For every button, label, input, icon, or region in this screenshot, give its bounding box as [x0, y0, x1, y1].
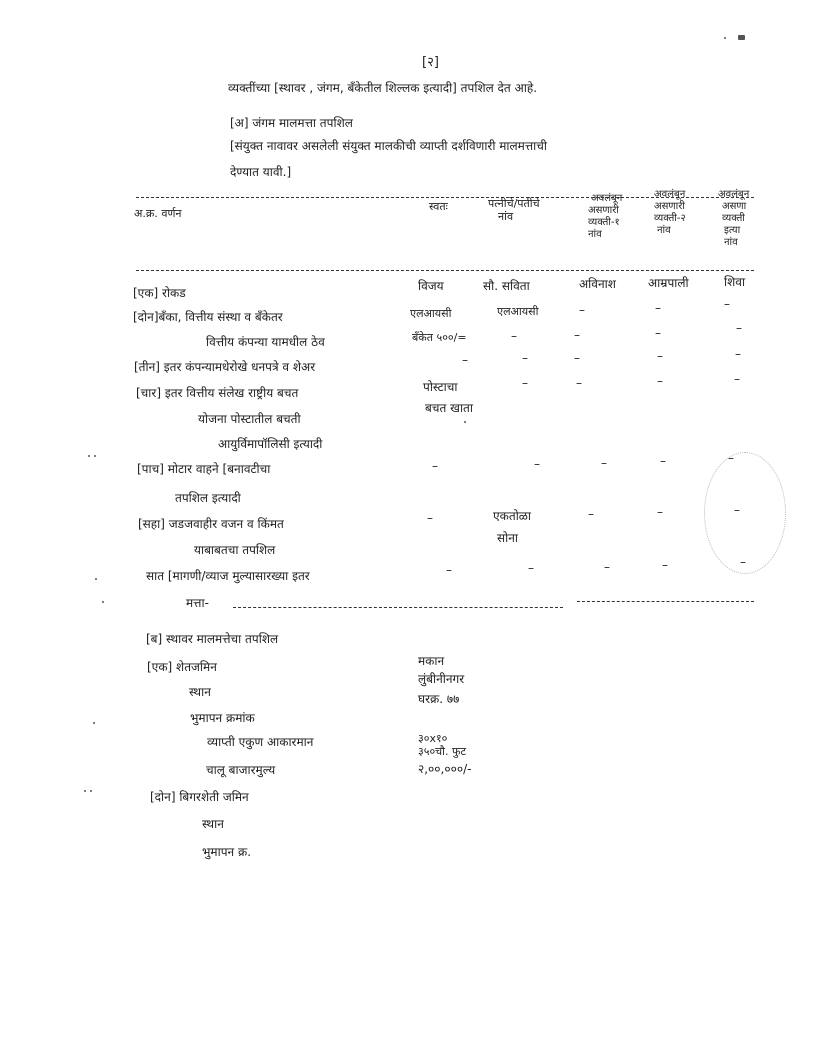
table-bottom-rule-left — [233, 607, 563, 608]
row-vehicles-self: – — [432, 459, 438, 473]
table-bottom-rule-right — [577, 601, 754, 602]
header-dep3-5: नांव — [724, 237, 738, 248]
property-type: मकान — [418, 654, 445, 668]
row-jewellery-label-1: [सहा] जडजवाहीर वजन व किंमत — [138, 517, 284, 531]
name-dep2: आम्रपाली — [648, 276, 689, 290]
header-self: स्वतः — [429, 200, 448, 213]
row-bank-dep3-b: – — [736, 321, 742, 335]
row-bank-label-2: वित्तीय कंपन्या यामधील ठेव — [206, 335, 325, 349]
intro-line-2: [अ] जंगम मालमत्ता तपशिल — [230, 116, 353, 130]
row-bank-dep3: – — [724, 297, 730, 311]
row-bank-dep2-b: – — [655, 326, 661, 340]
row-savings-label-1: [चार] इतर वित्तीय संलेख राष्ट्रीय बचत — [136, 386, 299, 400]
immovable-market-value: चालू बाजारमुल्य — [206, 763, 276, 777]
immovable-heading: [ब] स्थावर मालमत्तेचा तपशिल — [146, 632, 279, 646]
row-bank-self: एलआयसी — [410, 307, 452, 320]
row-jewellery-spouse-2: सोना — [497, 531, 518, 545]
header-dep1-1: अवलंबून — [591, 193, 623, 204]
row-bank-dep2: – — [655, 301, 661, 315]
row-shares-spouse: – — [522, 351, 528, 365]
header-dep1-4: नांव — [588, 229, 602, 240]
header-dep3-3: व्यक्ती — [722, 213, 745, 224]
immovable-location-2: स्थान — [202, 817, 224, 831]
row-savings-self-2: बचत खाता — [425, 401, 473, 415]
property-place: लुंबीनीनगर — [418, 672, 465, 686]
row-vehicles-label-2: तपशिल इत्यादी — [175, 491, 241, 505]
row-savings-spouse: – — [522, 376, 528, 390]
corner-mark — [724, 37, 726, 39]
row-savings-dep2: – — [657, 374, 663, 388]
row-vehicles-dep3: – — [728, 451, 734, 465]
row-shares-dep2: – — [657, 349, 663, 363]
header-dep2-1: अवलंबून — [654, 189, 686, 200]
intro-line-1: व्यक्तींच्या [स्थावर , जंगम, बँकेतील शिल्लक इत्यादी] तपशिल देत आहे. — [228, 81, 538, 95]
name-dep1: अविनाश — [579, 277, 616, 291]
row-jewellery-dep3: – — [734, 503, 740, 517]
margin-speck — [84, 790, 86, 792]
intro-line-4: देण्यात यावी.] — [230, 165, 292, 179]
immovable-location: स्थान — [189, 685, 211, 699]
header-dep1-2: असणारी — [588, 205, 619, 216]
row-savings-dep1: – — [576, 376, 582, 390]
row-cash-label: [एक] रोकड — [133, 286, 186, 300]
header-sr-description: अ.क्र. वर्णन — [134, 207, 182, 220]
row-other-dep3: – — [740, 555, 746, 569]
name-self: विजय — [418, 279, 444, 293]
margin-speck — [90, 790, 92, 792]
header-dep3-4: इत्या — [724, 225, 741, 236]
row-jewellery-dep2: – — [657, 505, 663, 519]
row-other-dep1: – — [604, 560, 610, 574]
intro-line-3: [संयुक्त नावावर असलेली संयुक्त मालकीची व्याप्ती दर्शविणारी मालमत्ताची — [230, 139, 547, 153]
row-other-label-2: मत्ता- — [186, 596, 209, 610]
header-spouse-1: पत्नीचे/पतीचे — [488, 197, 540, 210]
immovable-item-1: [एक] शेतजमिन — [147, 660, 217, 674]
margin-speck — [95, 578, 97, 580]
row-shares-self: – — [462, 353, 468, 367]
property-price: २,००,०००/- — [418, 762, 472, 776]
immovable-survey-number-2: भुमापन क्र. — [202, 845, 252, 859]
header-spouse-2: नांव — [498, 210, 514, 223]
row-shares-label: [तीन] इतर कंपन्यामधेरोखे धनपत्रे व शेअर — [134, 360, 316, 374]
row-shares-dep1: – — [574, 351, 580, 365]
immovable-item-2: [दोन] बिगरशेती जमिन — [150, 790, 249, 804]
row-bank-self-2: बँकेत ५००/= — [412, 331, 467, 344]
margin-speck — [94, 455, 96, 457]
row-bank-spouse: एलआयसी — [497, 305, 539, 318]
property-area-sqft: ३५०चौ. फुट — [418, 745, 467, 758]
row-vehicles-label-1: [पाच] मोटार वाहने [बनावटीचा — [137, 462, 271, 476]
row-shares-dep3: – — [735, 347, 741, 361]
immovable-area: व्याप्ती एकुण आकारमान — [207, 735, 314, 749]
stray-mark — [464, 421, 466, 423]
margin-speck — [102, 601, 104, 603]
row-jewellery-self: – — [427, 511, 433, 525]
margin-speck — [88, 455, 90, 457]
row-bank-dep1: – — [579, 303, 585, 317]
name-spouse: सौ. सविता — [483, 279, 530, 293]
header-dep3-1: अवलंबून — [718, 189, 750, 200]
row-jewellery-dep1: – — [588, 507, 594, 521]
header-dep2-2: असणारी — [654, 201, 685, 212]
margin-speck — [93, 722, 95, 724]
row-vehicles-dep2: – — [660, 454, 666, 468]
row-bank-spouse-dash: – — [511, 329, 517, 343]
corner-mark — [738, 35, 745, 40]
row-jewellery-spouse: एकतोळा — [493, 509, 532, 523]
header-dep2-3: व्यक्ती-२ — [654, 213, 686, 224]
header-bottom-rule — [136, 270, 754, 271]
immovable-survey-number: भुमापन क्रमांक — [190, 711, 255, 725]
faint-stamp — [704, 452, 786, 574]
page-number: [२] — [422, 55, 439, 70]
row-other-self: – — [446, 563, 452, 577]
row-savings-self: पोस्टाचा — [423, 380, 458, 394]
row-bank-dep1-b: – — [574, 328, 580, 342]
row-vehicles-spouse: – — [534, 457, 540, 471]
header-dep2-4: नांव — [657, 225, 671, 236]
row-vehicles-dep1: – — [601, 456, 607, 470]
row-jewellery-label-2: याबाबतचा तपशिल — [194, 543, 276, 557]
name-dep3: शिवा — [724, 275, 746, 289]
row-savings-dep3: – — [734, 372, 740, 386]
row-savings-label-3: आयुर्विमापॉलिसी इत्यादी — [218, 437, 323, 451]
row-bank-label-1: [दोन]बँका, वित्तीय संस्था व बँकेतर — [133, 310, 283, 324]
property-house-number: घरक्र. ७७ — [418, 692, 460, 706]
property-dimensions: ३०x१० — [418, 732, 448, 745]
header-dep3-2: असणा — [722, 201, 747, 212]
row-savings-label-2: योजना पोस्टातील बचती — [198, 412, 301, 426]
header-dep1-3: व्यक्ती-१ — [588, 217, 620, 228]
row-other-dep2: – — [662, 558, 668, 572]
row-other-label-1: सात [मागणी/व्याज मुल्यासारख्या इतर — [146, 569, 310, 583]
row-other-spouse: – — [528, 561, 534, 575]
